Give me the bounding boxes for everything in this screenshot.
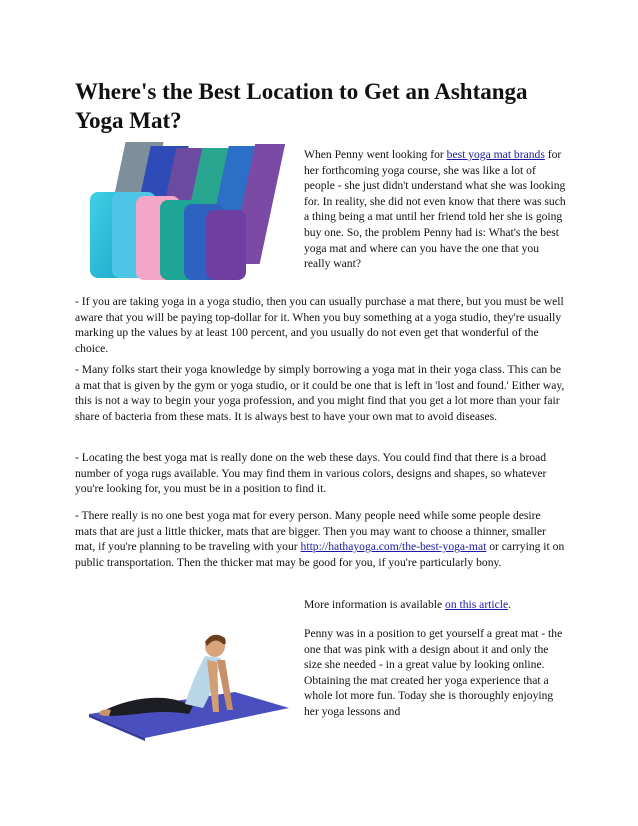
more-info-pre: More information is available [304, 598, 446, 611]
paragraph-online: - Locating the best yoga mat is really done on the web these days. You could find that there is a broad number of yoga rugs available. You may find them in various colors, designs and shapes, so whatever you're looking for, you must be in a position to find it. [75, 451, 547, 496]
thickness-text-pre: - There really is no one best yoga mat for every person. Many people need while some people desire mats that are just a little thicker, mats that are bigger. Then you may want to choose a thinner, smaller mat, if you're planning to be traveling with your [75, 509, 546, 554]
on-this-article-link[interactable]: on this article [445, 598, 509, 611]
paragraph-studio: - If you are taking yoga in a yoga studio, then you can usually purchase a mat there, but you must be well aware that you will be paying top-dollar for it. When you buy something at a yoga studio, they're usually marking up the values by at least 100 percent, and you usually do not even get that wonderful of the choice. [75, 295, 564, 355]
more-info-post: . [508, 598, 512, 611]
thickness-text-post: or carrying it on public transportation. Then the thicker mat may be good for you, if you're particularly bony. [75, 540, 565, 569]
paragraph-thickness [75, 508, 565, 570]
intro-text-pre: When Penny went looking for [304, 148, 447, 161]
closing-paragraph: Penny was in a position to get yourself a great mat - the one that was pink with a design about it and only the size she needed - in a great value by looking online. Obtaining the mat created her yoga experience that a whole lot more fun. Today she is thoroughly enjoying her yoga lessons and [304, 627, 563, 718]
page-title: Where's the Best Location to Get an Ashtanga Yoga Mat? [75, 79, 528, 133]
intro-text-post: for her forthcoming yoga course, she was like a lot of people - she just didn't understand what she was looking for. In reality, she did not even know that there was such a thing being a mat until her friend told her she is going buy one. So, the problem Penny had is: What's the best yoga mat and where can you have the one that you really want? [304, 148, 566, 271]
intro-paragraph [304, 147, 566, 272]
paragraph-borrowing: - Many folks start their yoga knowledge by simply borrowing a yoga mat in their yoga class. This can be a mat that is given by the gym or yoga studio, or it could be one that is left in 'lost and found.' Either way, this is not a way to begin your yoga profession, and you might find that you get a lot more than your fair share of bacteria from these mats. It is always best to have your own mat to avoid diseases. [75, 363, 565, 423]
hathayoga-link[interactable]: http://hathayoga.com/the-best-yoga-mat [300, 540, 487, 554]
more-info-paragraph [304, 597, 566, 613]
best-yoga-mat-brands-link[interactable]: best yoga mat brands [446, 148, 545, 161]
yoga-pose-image [85, 626, 290, 741]
yoga-mats-image [86, 140, 296, 280]
